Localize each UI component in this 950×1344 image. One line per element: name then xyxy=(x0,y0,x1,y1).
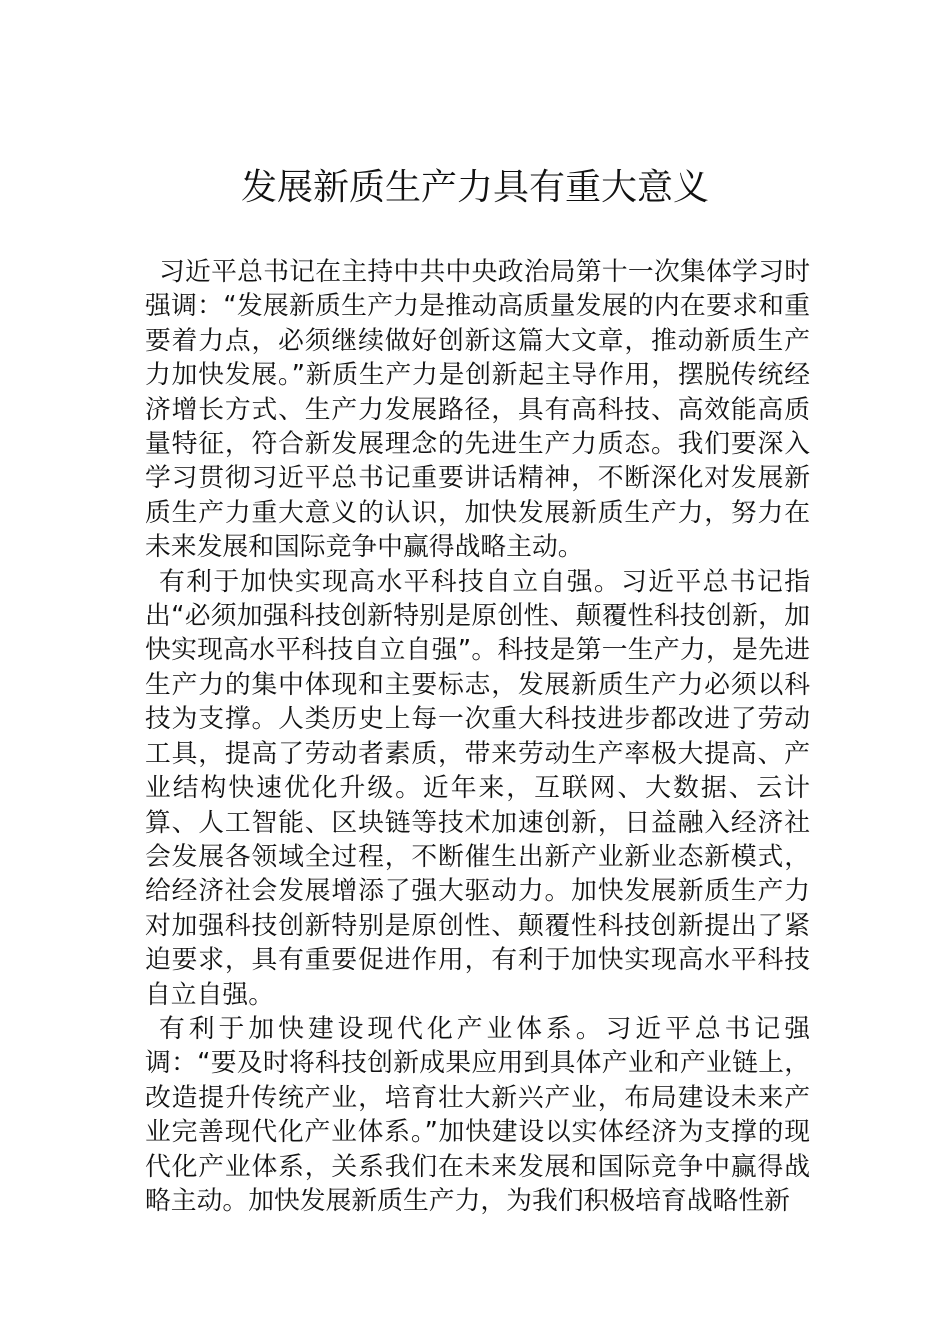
paragraph-intro: 习近平总书记在主持中共中央政治局第十一次集体学习时强调：“发展新质生产力是推动高质量发展的内在要求和重要着力点，必须继续做好创新这篇大文章，推动新质生产力加快发展。”新质生产力是创新起主导作用，摆脱传统经济增长方式、生产力发展路径，具有高科技、高效能高质量特征，符合新发展理念的先进生产力质态。我们要深入学习贯彻习近平总书记重要讲话精神，不断深化对发展新质生产力重大意义的认识，加快发展新质生产力，努力在未来发展和国际竞争中赢得战略主动。 xyxy=(145,257,810,563)
document-body xyxy=(145,255,810,1218)
document-title: 发展新质生产力具有重大意义 xyxy=(240,167,709,208)
paragraph-tech-self-reliance: 有利于加快实现高水平科技自立自强。习近平总书记指出“必须加强科技创新特别是原创性、颠覆性科技创新，加快实现高水平科技自立自强”。科技是第一生产力，是先进生产力的集中体现和主要标志，发展新质生产力必须以科技为支撑。人类历史上每一次重大科技进步都改进了劳动工具，提高了劳动者素质，带来劳动生产率极大提高、产业结构快速优化升级。近年来，互联网、大数据、云计算、人工智能、区块链等技术加速创新，日益融入经济社会发展各领域全过程，不断催生出新产业新业态新模式，给经济社会发展增添了强大驱动力。加快发展新质生产力对加强科技创新特别是原创性、颠覆性科技创新提出了紧迫要求，具有重要促进作用，有利于加快实现高水平科技自立自强。 xyxy=(145,566,810,1010)
paragraph-modern-industry: 有利于加快建设现代化产业体系。习近平总书记强调：“要及时将科技创新成果应用到具体产业和产业链上，改造提升传统产业，培育壮大新兴产业，布局建设未来产业完善现代化产业体系。”加快建设以实体经济为支撑的现代化产业体系，关系我们在未来发展和国际竞争中赢得战略主动。加快发展新质生产力，为我们积极培育战略性新 xyxy=(145,1013,810,1216)
